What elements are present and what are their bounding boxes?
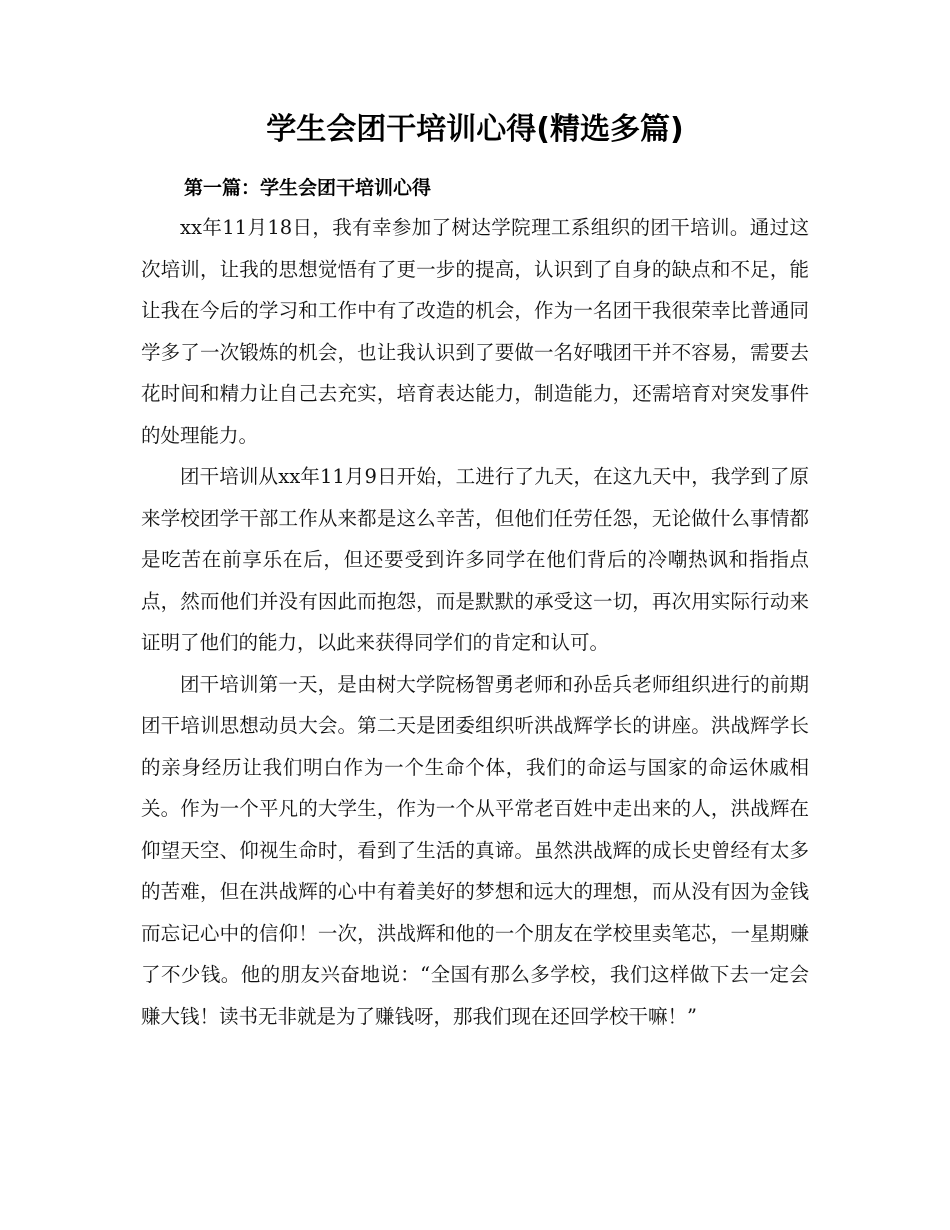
paragraph: xx年11月18日，我有幸参加了树达学院理工系组织的团干培训。通过这次培训，让我的思想觉悟有了更一步的提高，认识到了自身的缺点和不足，能让我在今后的学习和工作中有了改造的机会，作为一名团干我很荣幸比普通同学多了一次锻炼的机会，也让我认识到了要做一名好哦团干并不容易，需要去花时间和精力让自己去充实，培育表达能力，制造能力，还需培育对突发事件的处理能力。 bbox=[141, 216, 809, 447]
paragraph: 团干培训从xx年11月9日开始，工进行了九天，在这九天中，我学到了原来学校团学干部工作从来都是这么辛苦，但他们任劳任怨，无论做什么事情都是吃苦在前享乐在后，但还要受到许多同学在他们背后的冷嘲热讽和指指点点，然而他们并没有因此而抱怨，而是默默的承受这一切，再次用实际行动来证明了他们的能力，以此来获得同学们的肯定和认可。 bbox=[141, 465, 809, 654]
document-title: 学生会团干培训心得(精选多篇) bbox=[266, 112, 684, 147]
document-body bbox=[141, 207, 809, 1037]
section-heading: 第一篇：学生会团干培训心得 bbox=[184, 177, 432, 199]
paragraph: 团干培训第一天，是由树大学院杨智勇老师和孙岳兵老师组织进行的前期团干培训思想动员大会。第二天是团委组织听洪战辉学长的讲座。洪战辉学长的亲身经历让我们明白作为一个生命个体，我们的命运与国家的命运休戚相关。作为一个平凡的大学生，作为一个从平常老百姓中走出来的人，洪战辉在仰望天空、仰视生命时，看到了生活的真谛。虽然洪战辉的成长史曾经有太多的苦难，但在洪战辉的心中有着美好的梦想和远大的理想，而从没有因为金钱而忘记心中的信仰！一次，洪战辉和他的一个朋友在学校里卖笔芯，一星期赚了不少钱。他的朋友兴奋地说：“全国有那么多学校，我们这样做下去一定会赚大钱！读书无非就是为了赚钱呀，那我们现在还回学校干嘛！” bbox=[141, 672, 809, 1028]
